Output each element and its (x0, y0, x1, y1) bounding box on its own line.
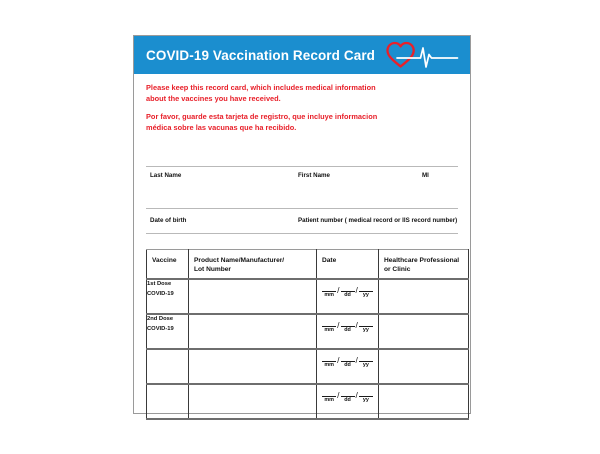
row-1-dose-line-2: COVID-19 (147, 326, 174, 333)
date-separator-1: / (337, 390, 340, 401)
row-2-vaccine-cell[interactable] (147, 349, 189, 384)
date-separator-2: / (355, 390, 358, 401)
date-day-label: dd (344, 361, 351, 368)
header-clinic (379, 249, 469, 279)
date-day-label: dd (344, 326, 351, 333)
row-0-date-cell[interactable] (317, 279, 379, 314)
date-input-group[interactable] (321, 285, 375, 298)
header-product (189, 249, 317, 279)
vaccination-record-card (133, 35, 471, 414)
instructions-english (146, 83, 458, 104)
date-year-segment[interactable] (359, 291, 373, 298)
header-vaccine: Vaccine (147, 249, 189, 279)
date-separator-2: / (355, 320, 358, 331)
date-separator-2: / (355, 285, 358, 296)
date-day-label: dd (344, 396, 351, 403)
date-month-segment[interactable] (322, 291, 336, 298)
table-row (147, 384, 469, 419)
vaccination-table (146, 249, 469, 421)
date-month-segment[interactable] (322, 361, 336, 368)
date-month-segment[interactable] (322, 326, 336, 333)
date-year-segment[interactable] (359, 326, 373, 333)
date-month-label: mm (324, 396, 334, 403)
instructions-spanish-line-1: Por favor, guarde esta tarjeta de registro, que incluye informacion (146, 112, 378, 122)
date-year-segment[interactable] (359, 396, 373, 403)
date-day-segment[interactable] (341, 326, 355, 333)
table-row (147, 349, 469, 384)
row-2-date-cell[interactable] (317, 349, 379, 384)
date-day-segment[interactable] (341, 361, 355, 368)
row-2-clinic-cell[interactable] (379, 349, 469, 384)
instructions-spanish (146, 112, 458, 133)
row-1-date-cell[interactable] (317, 314, 379, 349)
date-year-label: yy (362, 396, 369, 403)
date-month-label: mm (324, 326, 334, 333)
date-year-label: yy (362, 361, 369, 368)
date-year-segment[interactable] (359, 361, 373, 368)
date-year-label: yy (362, 326, 369, 333)
date-separator-1: / (337, 320, 340, 331)
instructions-block (134, 74, 470, 140)
date-day-segment[interactable] (341, 396, 355, 403)
date-separator-1: / (337, 355, 340, 366)
date-month-segment[interactable] (322, 396, 336, 403)
last-name-label: Last Name (150, 171, 182, 179)
row-1-clinic-cell[interactable] (379, 314, 469, 349)
date-of-birth-label: Date of birth (150, 216, 187, 224)
row-1-product-cell[interactable] (189, 314, 317, 349)
table-row (147, 314, 469, 349)
row-0-product-cell[interactable] (189, 279, 317, 314)
date-day-label: dd (344, 291, 351, 298)
table-row (147, 279, 469, 314)
heart-ekg-icon (386, 40, 460, 70)
date-input-group[interactable] (321, 320, 375, 333)
vaccination-table-container (134, 249, 470, 421)
row-3-clinic-cell[interactable] (379, 384, 469, 419)
row-3-vaccine-cell[interactable] (147, 384, 189, 419)
instructions-english-line-1: Please keep this record card, which includes medical information (146, 83, 376, 92)
row-1-dose-line-1: 2nd Dose (147, 316, 174, 323)
date-input-group[interactable] (321, 355, 375, 368)
first-name-label: First Name (298, 171, 330, 179)
row-0-vaccine-cell (147, 279, 189, 314)
header-date: Date (317, 249, 379, 279)
date-month-label: mm (324, 361, 334, 368)
header-product-line-1: Product Name/Manufacturer/ (194, 256, 285, 264)
row-0-dose-line-1: 1st Dose (147, 281, 172, 288)
row-0-clinic-cell[interactable] (379, 279, 469, 314)
middle-initial-label: MI (422, 171, 429, 179)
date-day-segment[interactable] (341, 291, 355, 298)
patient-number-label: Patient number ( medical record or IIS record number) (298, 216, 458, 224)
header-clinic-line-1: Healthcare Professional (384, 256, 460, 264)
date-month-label: mm (324, 291, 334, 298)
instructions-spanish-line-2: médica sobre las vacunas que ha recibido. (146, 123, 297, 133)
identity-fields (134, 166, 470, 234)
table-header-row (147, 249, 469, 279)
header-product-line-2: Lot Number (194, 265, 231, 273)
date-input-group[interactable] (321, 390, 375, 403)
row-1-vaccine-cell (147, 314, 189, 349)
card-header (134, 36, 470, 74)
header-clinic-line-2: or Clinic (384, 265, 411, 273)
page-title: COVID-19 Vaccination Record Card (146, 47, 376, 63)
date-separator-2: / (355, 355, 358, 366)
row-3-product-cell[interactable] (189, 384, 317, 419)
row-0-dose-line-2: COVID-19 (147, 291, 174, 298)
row-2-product-cell[interactable] (189, 349, 317, 384)
dob-field-row[interactable] (146, 208, 458, 234)
date-separator-1: / (337, 285, 340, 296)
instructions-english-line-2: about the vaccines you have received. (146, 93, 281, 103)
name-field-row[interactable] (146, 166, 458, 197)
row-3-date-cell[interactable] (317, 384, 379, 419)
date-year-label: yy (362, 291, 369, 298)
